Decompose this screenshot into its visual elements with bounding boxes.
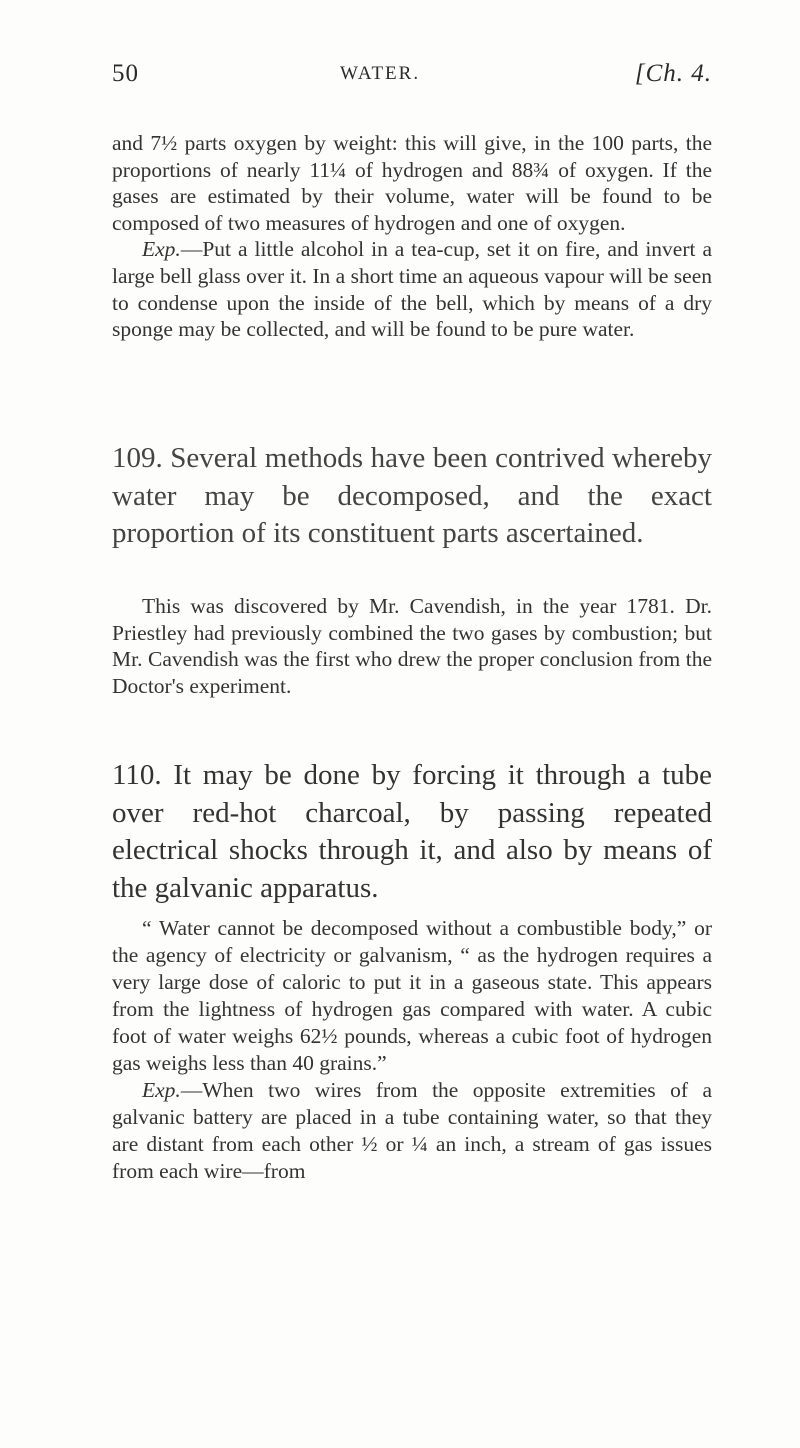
experiment-text: —Put a little alcohol in a tea-cup, set it on fire, and invert a large bell glass over it. In a short time an aqueous vapour will be seen to condense upon the inside of the bell, which by means of a dry sponge may be collected, and will be found to be pure water.	[112, 237, 712, 342]
page-number: 50	[112, 60, 139, 87]
text-block-1	[112, 130, 712, 343]
section-heading-110: 110. It may be done by forcing it through a tube over red-hot charcoal, by passing repeated electrical shocks through it, and also by means of the galvanic apparatus.	[112, 759, 712, 904]
chapter-reference: [Ch. 4.	[634, 60, 712, 87]
experiment-label: Exp.	[142, 237, 181, 262]
paragraph-cavendish: This was discovered by Mr. Cavendish, in the year 1781. Dr. Priestley had previously combined the two gases by combustion; but Mr. Cavendish was the first who drew the proper conclusion from the Doctor's experiment.	[112, 594, 712, 698]
running-title: WATER.	[340, 63, 421, 84]
text-block-2	[112, 593, 712, 699]
experiment-text: —When two wires from the opposite extremities of a galvanic battery are placed in a tube containing water, so that they are distant from each other ½ or ¼ an inch, a stream of gas issues from each wire—from	[112, 1078, 712, 1183]
experiment-paragraph-2	[112, 1077, 712, 1185]
paragraph-quote: “ Water cannot be decomposed without a combustible body,” or the agency of electricity or galvanism, “ as the hydrogen requires a very large dose of caloric to put it in a gaseous state. This appears from the lightness of hydrogen gas compared with water. A cubic foot of water weighs 62½ pounds, whereas a cubic foot of hydrogen gas weighs less than 40 grains.”	[112, 916, 712, 1075]
section-heading-109: 109. Several methods have been contrived whereby water may be decomposed, and the exact proportion of its constituent parts ascertained.	[112, 442, 712, 549]
experiment-paragraph-1	[112, 236, 712, 342]
experiment-label: Exp.	[142, 1078, 181, 1102]
paragraph-proportions: and 7½ parts oxygen by weight: this will give, in the 100 parts, the proportions of nearly 11¼ of hydrogen and 88¾ of oxygen. If the gases are estimated by their volume, water will be found to be composed of two measures of hydrogen and one of oxygen.	[112, 131, 712, 235]
text-block-3	[112, 915, 712, 1185]
page-header	[112, 60, 712, 100]
